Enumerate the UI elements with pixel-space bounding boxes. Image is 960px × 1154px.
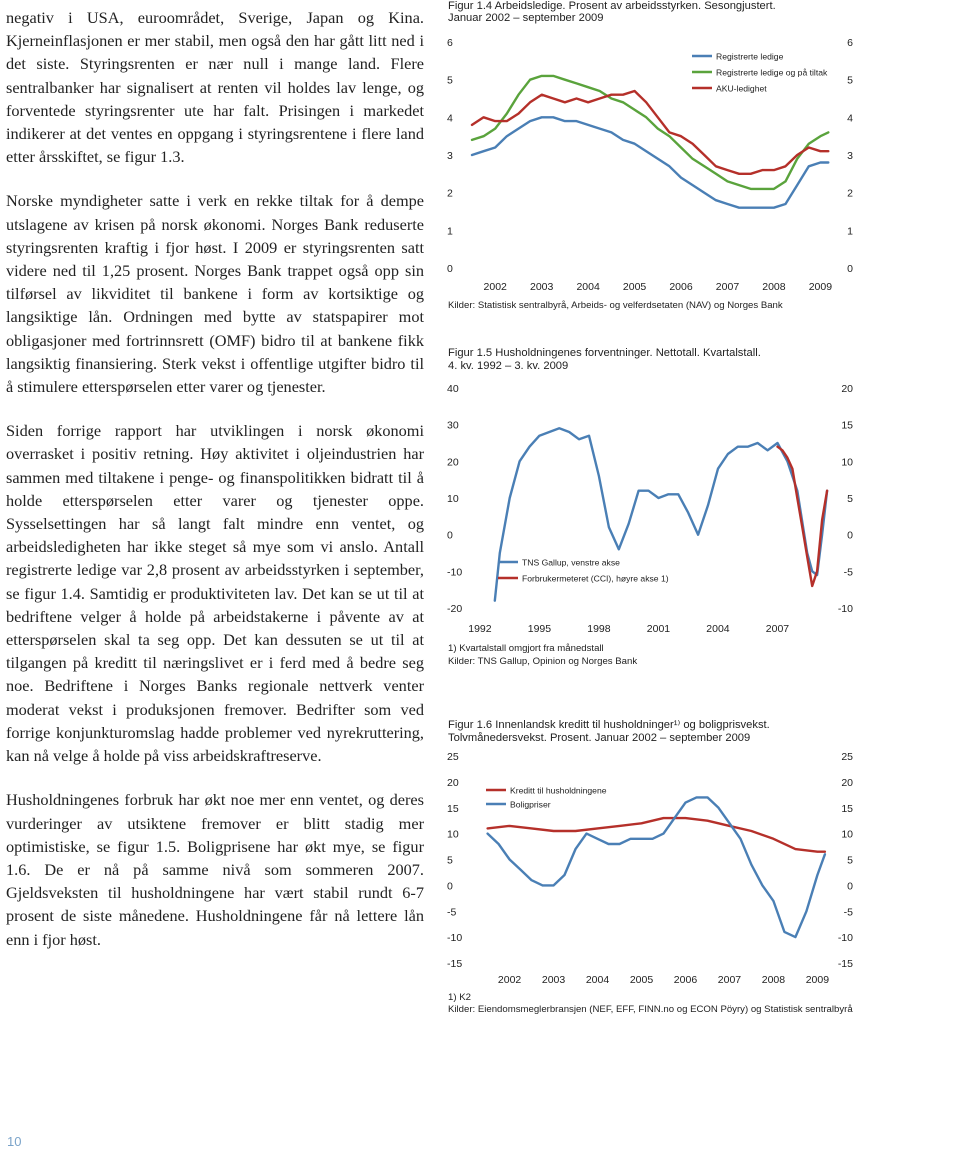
fig15-source: Kilder: TNS Gallup, Opinion og Norges Bank [448,656,638,667]
fig16-ytick-left-0: 0 [447,880,453,893]
fig16-ytick-right--5: -5 [843,906,853,919]
fig14-ytick-right-1: 1 [847,225,853,238]
fig14-ytick-left-2: 2 [447,187,453,200]
fig16-ytick-right-5: 5 [847,854,853,867]
fig14-ytick-left-1: 1 [447,225,453,238]
fig15-ytick-right--5: -5 [843,566,853,579]
fig15-xtick-2007: 2007 [765,623,790,635]
fig15-ytick-right--10: -10 [837,603,853,615]
fig14-xtick-2007: 2007 [715,281,740,293]
fig14-xtick-2004: 2004 [576,281,600,293]
fig14-series-line-2 [472,91,828,174]
fig15-xtick-2001: 2001 [646,623,671,635]
fig15-xtick-1998: 1998 [587,623,611,635]
fig16-ytick-right--15: -15 [837,958,853,970]
fig14-xtick-2009: 2009 [808,281,833,293]
fig15-ytick-left-10: 10 [447,493,459,505]
fig15-ytick-right-15: 15 [841,419,853,432]
fig14-title-line1: Figur 1.4 Arbeidsledige. Prosent av arbeidsstyrken. Sesongjustert. [448,0,776,12]
fig16-xtick-2008: 2008 [761,974,786,986]
fig16-ytick-left-15: 15 [447,802,459,815]
fig16-note: 1) K2 [448,992,471,1003]
fig14-xtick-2008: 2008 [762,281,786,293]
fig16-ytick-left--5: -5 [447,906,457,919]
body-text-column [6,6,424,972]
fig16-ytick-right-0: 0 [847,880,853,893]
fig16-ytick-right--10: -10 [837,932,853,945]
paragraph-3: Siden forrige rapport har utviklingen i norsk økonomi overrasket i positiv retning. Høy aktivitet i oljeindustrien har sammen med tiltakene i penge- og finanspolitikken bidratt til å holde etterspørselen etter varer og tjenester oppe. Sysselsettingen har så langt falt mindre enn ventet, og arbeidsledigheten har ikke steget så mye som vi anslo. Antall registrerte ledige var 2,8 prosent av arbeidsstyrken i september, se figur 1.4. Samtidig er produktiviteten lav. Det kan se ut til at bedriftene velger å holde på arbeidstakerne i påvente av at etterspørselen skal ta seg opp. Det kan dessuten se ut til at tilgangen på kreditt til næringslivet er i ferd med å bedre seg noe. Bedriftene i Norges Banks regionale nettverk venter moderat vekst i produksjonen fremover. Bedrifter som ved forrige konjunkturomslag hadde problemer ved nyrekruttering, kan nå velge å holde på viss arbeidskraftreserve. [6,421,424,766]
fig16-xtick-2002: 2002 [497,974,522,986]
fig16-ytick-right-25: 25 [841,751,853,763]
fig15-ytick-right-5: 5 [847,493,853,505]
fig15-note: 1) Kvartalstall omgjort fra månedstall [448,643,604,654]
fig15-ytick-right-0: 0 [847,529,853,542]
fig14-ytick-left-3: 3 [447,150,453,162]
fig15-ytick-left--20: -20 [447,603,463,615]
fig15-ytick-left-40: 40 [447,383,459,395]
fig14-ytick-right-5: 5 [847,74,853,87]
fig15-legend-label-1: Forbrukermeteret (CCI), høyre akse 1) [522,573,669,584]
fig14-source: Kilder: Statistisk sentralbyrå, Arbeids- og velferdsetaten (NAV) og Norges Bank [448,300,783,311]
fig16-legend-label-1: Boligpriser [510,799,551,810]
fig14-ytick-left-4: 4 [447,112,453,125]
fig15-chart [448,372,960,640]
fig14-series-line-1 [472,76,828,189]
fig16-xtick-2003: 2003 [541,974,566,986]
fig15-title-line1: Figur 1.5 Husholdningenes forventninger. Nettotall. Kvartalstall. [448,347,761,359]
fig16-xtick-2004: 2004 [585,974,610,986]
fig14-ytick-right-4: 4 [847,112,853,125]
paragraph-1: negativ i USA, euroområdet, Sverige, Japan og Kina. Kjerneinflasjonen er mer stabil, men også den har gått litt ned i det siste. Styringsrenten er nær null i mange land. Flere sentralbanker har signalisert at renten vil holdes lav lenge, og forventede styringsrenter ute har falt. Prisingen i markedet indikerer at det ventes en oppgang i styringsrentene i flere land etter årsskiftet, se figur 1.3. [6,8,424,167]
fig15-ytick-right-20: 20 [841,383,853,395]
fig16-xtick-2005: 2005 [629,974,654,986]
fig16-ytick-left--10: -10 [447,932,463,945]
fig16-ytick-left-20: 20 [447,776,459,789]
fig14-legend-label-2: AKU-ledighet [716,83,767,94]
fig16-ytick-left-5: 5 [447,854,453,867]
fig16-ytick-right-10: 10 [841,828,853,841]
fig16-title-line1: Figur 1.6 Innenlandsk kreditt til husholdninger¹⁾ og boligprisvekst. [448,719,770,731]
fig15-xtick-2004: 2004 [706,623,730,635]
fig14-series-line-0 [472,117,828,207]
fig14-xtick-2002: 2002 [483,281,507,293]
fig14-ytick-right-2: 2 [847,187,853,200]
fig15-legend-label-0: TNS Gallup, venstre akse [522,557,620,568]
fig16-source: Kilder: Eiendomsmeglerbransjen (NEF, EFF, FINN.no og ECON Pöyry) og Statistisk sentralbyrå [448,1004,853,1015]
fig14-ytick-left-6: 6 [447,37,453,49]
fig15-ytick-left-0: 0 [447,529,453,542]
fig16-series-line-1 [488,797,825,937]
figure-column [448,0,960,1154]
fig15-title-line2: 4. kv. 1992 – 3. kv. 2009 [448,360,569,372]
fig14-ytick-right-3: 3 [847,150,853,162]
fig15-xtick-1992: 1992 [468,623,492,635]
fig16-chart [448,744,960,990]
fig16-xtick-2007: 2007 [717,974,742,986]
fig15-ytick-left--10: -10 [447,566,463,579]
fig14-xtick-2005: 2005 [622,281,647,293]
fig16-ytick-left-25: 25 [447,751,459,763]
fig14-ytick-right-6: 6 [847,37,853,49]
paragraph-4: Husholdningenes forbruk har økt noe mer enn ventet, og deres vurderinger av utsiktene fremover er blitt stadig mer optimistiske, se figur 1.5. Boligprisene har økt mye, se figur 1.6. De er nå på samme nivå som sommeren 2007. Gjeldsveksten til husholdningene har vært stabil rundt 6-7 prosent de siste månedene. Husholdningene får nå lettere lån enn i fjor høst. [6,790,424,949]
fig14-xtick-2003: 2003 [529,281,554,293]
fig14-ytick-right-0: 0 [847,263,853,275]
fig16-ytick-left-10: 10 [447,828,459,841]
fig15-ytick-left-30: 30 [447,419,459,432]
fig16-ytick-left--15: -15 [447,958,463,970]
fig16-title-line2: Tolvmånedersvekst. Prosent. Januar 2002 – september 2009 [448,732,751,744]
fig16-ytick-right-15: 15 [841,802,853,815]
fig16-ytick-right-20: 20 [841,776,853,789]
fig14-chart [448,24,960,296]
fig16-series-line-0 [488,818,825,852]
fig14-ytick-left-0: 0 [447,263,453,275]
fig15-xtick-1995: 1995 [527,623,552,635]
fig14-title-line2: Januar 2002 – september 2009 [448,12,604,24]
fig14-ytick-left-5: 5 [447,74,453,87]
fig14-legend-label-0: Registrerte ledige [716,51,784,62]
fig14-legend-label-1: Registrerte ledige og på tiltak [716,67,828,78]
fig16-xtick-2006: 2006 [673,974,698,986]
fig16-xtick-2009: 2009 [805,974,830,986]
fig16-legend-label-0: Kreditt til husholdningene [510,785,607,796]
page-number: 10 [7,1134,22,1149]
fig14-xtick-2006: 2006 [669,281,693,293]
fig15-ytick-left-20: 20 [447,456,459,469]
fig15-ytick-right-10: 10 [841,456,853,469]
paragraph-2: Norske myndigheter satte i verk en rekke tiltak for å dempe utslagene av krisen på norsk økonomi. Norges Bank reduserte styringsrenten kraftig i fjor høst. I 2009 er styringsrenten satt videre ned til 1,25 prosent. Norges Bank trappet også opp sin tilførsel av likviditet til bankene i form av kortsiktige og langsiktige lån. Ordningen med bytte av statspapirer mot obligasjoner med fortrinnsrett (OMF) bidro til at bankene fikk langsiktig finansiering. Sterk vekst i offentlige utgifter bidro til å stimulere etterspørselen etter varer og tjenester. [6,191,424,397]
